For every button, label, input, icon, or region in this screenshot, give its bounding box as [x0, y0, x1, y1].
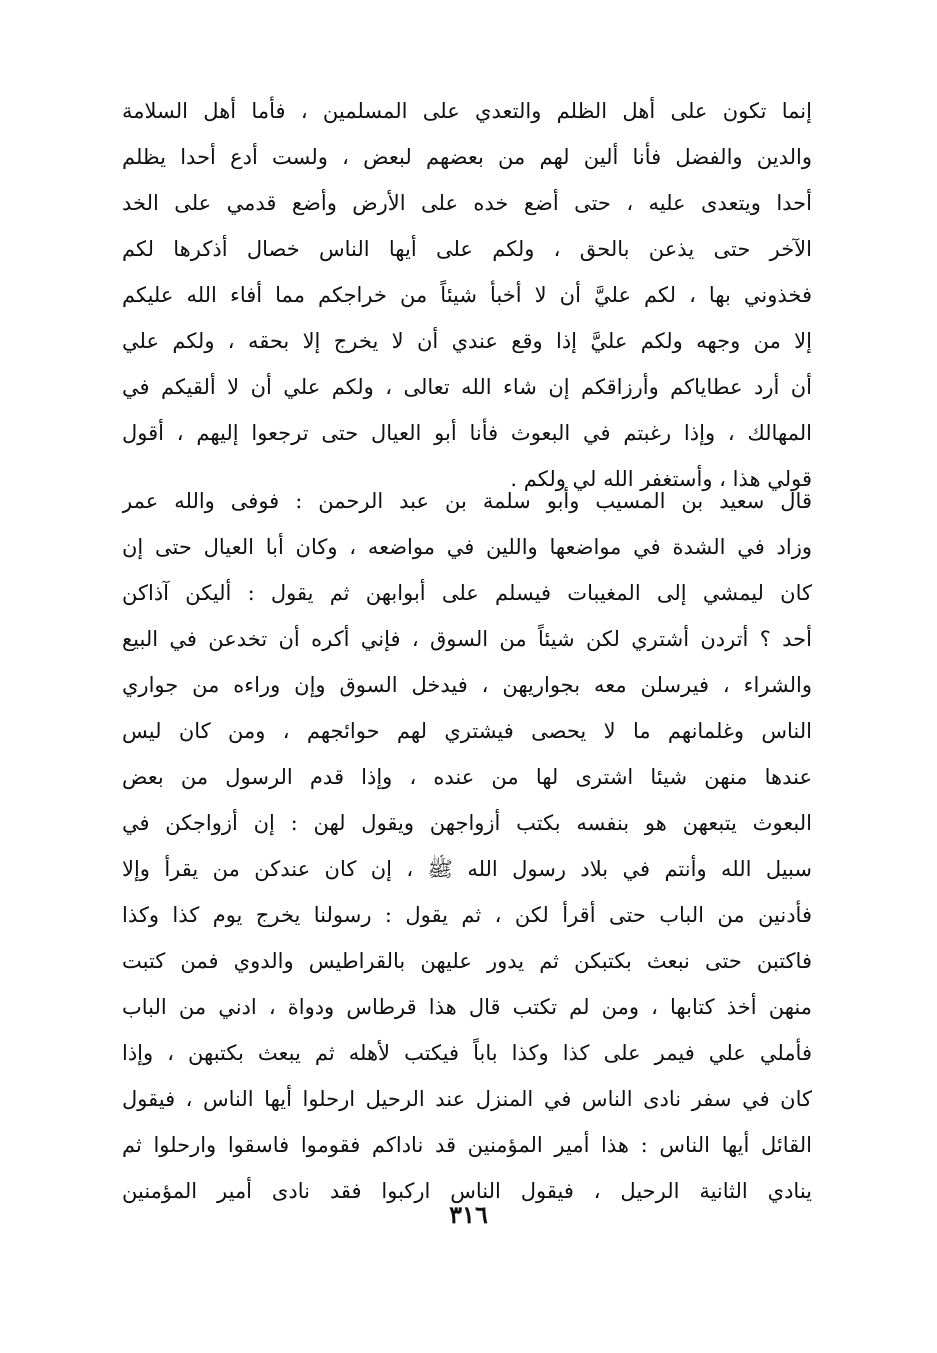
text-line: فأملي علي فيمر على كذا وكذا باباً فيكتب لأهله ثم يبعث بكتبهن ، وإذا — [122, 1041, 812, 1065]
text-line: عندها منهن شيئا اشترى لها من عنده ، وإذا قدم الرسول من بعض — [122, 765, 812, 789]
text-line: كان في سفر نادى الناس في المنزل عند الرحيل ارحلوا أيها الناس ، فيقول — [122, 1087, 812, 1111]
text-line: ينادي الثانية الرحيل ، فيقول الناس اركبوا فقد نادى أمير المؤمنين — [122, 1179, 812, 1203]
text-line: إلا من وجهه ولكم عليَّ إذا وقع عندي أن لا يخرج إلا بحقه ، ولكم علي — [122, 329, 812, 353]
page-number: ٣١٦ — [449, 1200, 488, 1229]
text-line: أحدا ويتعدى عليه ، حتى أضع خده على الأرض وأضع قدمي على الخد — [122, 191, 812, 215]
text-line: قال سعيد بن المسيب وأبو سلمة بن عبد الرحمن : فوفى والله عمر — [122, 489, 812, 513]
text-line: أن أرد عطاياكم وأرزاقكم إن شاء الله تعالى ، ولكم علي أن لا ألقيكم في — [122, 375, 812, 399]
text-line: والدين والفضل فأنا ألين لهم من بعضهم لبعض ، ولست أدع أحدا يظلم — [122, 145, 812, 169]
text-line: منهن أخذ كتابها ، ومن لم تكتب قال هذا قرطاس ودواة ، ادني من الباب — [122, 995, 812, 1019]
text-line: المهالك ، وإذا رغبتم في البعوث فأنا أبو العيال حتى ترجعوا إليهم ، أقول — [122, 421, 812, 445]
text-line: الناس وغلمانهم ما لا يحصى فيشتري لهم حوائجهم ، ومن كان ليس — [122, 719, 812, 743]
text-line: كان ليمشي إلى المغيبات فيسلم على أبوابهن ثم يقول : أليكن آذاكن — [122, 581, 812, 605]
text-line: فاكتبن حتى نبعث بكتبكن ثم يدور عليهن بالقراطيس والدوي فمن كتبت — [122, 949, 812, 973]
text-line: أحد ؟ أتردن أشتري لكن شيئاً من السوق ، فإني أكره أن تخدعن في البيع — [122, 627, 812, 651]
paragraph-1 — [122, 88, 812, 502]
text-line: الآخر حتى يذعن بالحق ، ولكم على أيها الناس خصال أذكرها لكم — [122, 237, 812, 261]
text-line: فخذوني بها ، لكم عليَّ أن لا أخبأ شيئاً من خراجكم مما أفاء الله عليكم — [122, 283, 812, 307]
paragraph-2 — [122, 478, 812, 1214]
text-line: سبيل الله وأنتم في بلاد رسول الله ﷺ ، إن كان عندكن من يقرأ وإلا — [122, 857, 812, 881]
text-line: القائل أيها الناس : هذا أمير المؤمنين قد ناداكم فقوموا فاسقوا وارحلوا ثم — [122, 1133, 812, 1157]
text-line: إنما تكون على أهل الظلم والتعدي على المسلمين ، فأما أهل السلامة — [122, 99, 812, 123]
text-line: وزاد في الشدة في مواضعها واللين في مواضعه ، وكان أبا العيال حتى إن — [122, 535, 812, 559]
text-line: والشراء ، فيرسلن معه بجواريهن ، فيدخل السوق وإن وراءه من جواري — [122, 673, 812, 697]
text-line: البعوث يتبعهن هو بنفسه بكتب أزواجهن ويقول لهن : إن أزواجكن في — [122, 811, 812, 835]
text-line: قولي هذا ، وأستغفر الله لي ولكم . — [510, 467, 812, 491]
text-line: فأدنين من الباب حتى أقرأ لكن ، ثم يقول : رسولنا يخرج يوم كذا وكذا — [122, 903, 812, 927]
